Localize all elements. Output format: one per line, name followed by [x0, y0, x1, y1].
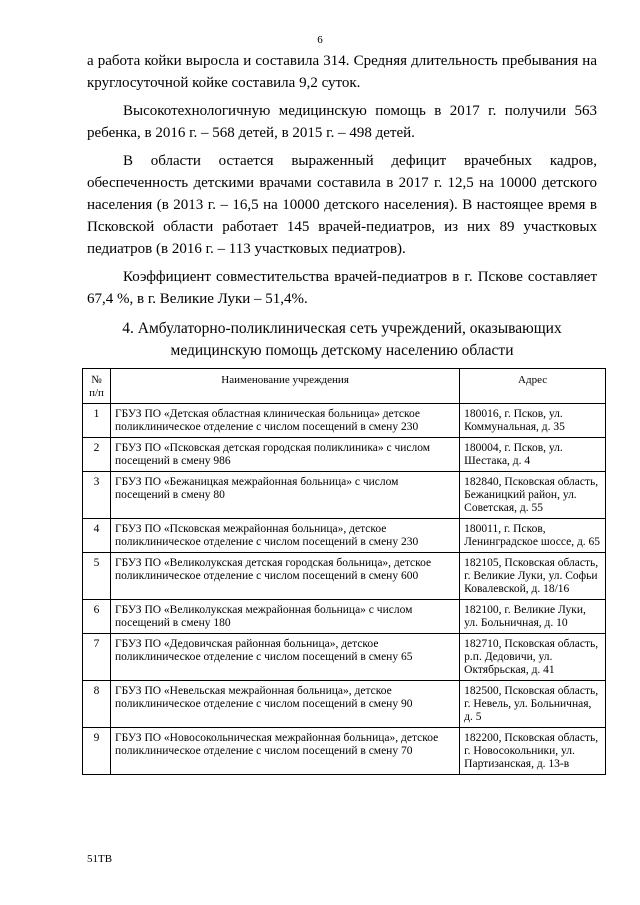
row-number: 8 — [83, 681, 111, 728]
paragraph-4: Коэффициент совместительства врачей-педиатров в г. Пскове составляет 67,4 %, в г. Великие Луки – 51,4%. — [87, 269, 597, 307]
table-row — [83, 634, 606, 681]
body-text — [87, 50, 597, 316]
institutions-table — [82, 368, 606, 775]
header-name: Наименование учреждения — [110, 369, 459, 404]
institution-address: 180004, г. Псков, ул. Шестака, д. 4 — [460, 438, 606, 472]
paragraph-3: В области остается выраженный дефицит врачебных кадров, обеспеченность детскими врачами составила в 2017 г. 12,5 на 10000 детского населения (в 2013 г. – 16,5 на 10000 детского населения). В настоящее время в Псковской области работает 145 врачей-педиатров, из них 89 участковых педиатров (в 2016 г. – 113 участковых педиатров). — [87, 153, 597, 257]
institution-address: 182100, г. Великие Луки, ул. Больничная, д. 10 — [460, 600, 606, 634]
header-num — [83, 369, 111, 404]
table-row — [83, 404, 606, 438]
institution-address: 180016, г. Псков, ул. Коммунальная, д. 35 — [460, 404, 606, 438]
institution-name: ГБУЗ ПО «Великолукская детская городская больница», детское поликлиническое отделение с числом посещений в смену 600 — [110, 553, 459, 600]
header-num-line-1: № — [91, 374, 102, 386]
institution-name: ГБУЗ ПО «Псковская детская городская поликлиника» с числом посещений в смену 986 — [110, 438, 459, 472]
section-title-line-2: медицинскую помощь детскому населению области — [170, 342, 514, 359]
row-number: 2 — [83, 438, 111, 472]
table-row — [83, 553, 606, 600]
table-row — [83, 472, 606, 519]
institution-name: ГБУЗ ПО «Бежаницкая межрайонная больница» с числом посещений в смену 80 — [110, 472, 459, 519]
footer-code: 51ТВ — [87, 853, 113, 865]
institution-address: 182105, Псковская область, г. Великие Луки, ул. Софьи Ковалевской, д. 18/16 — [460, 553, 606, 600]
table-row — [83, 728, 606, 775]
institution-name: ГБУЗ ПО «Дедовичская районная больница», детское поликлиническое отделение с числом посещений в смену 65 — [110, 634, 459, 681]
row-number: 9 — [83, 728, 111, 775]
institution-name: ГБУЗ ПО «Детская областная клиническая больница» детское поликлиническое отделение с числом посещений в смену 230 — [110, 404, 459, 438]
institution-address: 182710, Псковская область, р.п. Дедовичи, ул. Октябрьская, д. 41 — [460, 634, 606, 681]
institution-name: ГБУЗ ПО «Великолукская межрайонная больница» с числом посещений в смену 180 — [110, 600, 459, 634]
institution-address: 182200, Псковская область, г. Новосокольники, ул. Партизанская, д. 13-в — [460, 728, 606, 775]
table-row — [83, 438, 606, 472]
table-row — [83, 519, 606, 553]
row-number: 1 — [83, 404, 111, 438]
row-number: 4 — [83, 519, 111, 553]
section-title-line-1: 4. Амбулаторно-поликлиническая сеть учреждений, оказывающих — [122, 320, 562, 337]
row-number: 3 — [83, 472, 111, 519]
paragraph-2: Высокотехнологичную медицинскую помощь в 2017 г. получили 563 ребенка, в 2016 г. – 568 детей, в 2015 г. – 498 детей. — [87, 103, 597, 141]
table-row — [83, 600, 606, 634]
row-number: 7 — [83, 634, 111, 681]
page-number: 6 — [317, 34, 323, 46]
header-address: Адрес — [460, 369, 606, 404]
table-header-row — [83, 369, 606, 404]
table-row — [83, 681, 606, 728]
institution-name: ГБУЗ ПО «Невельская межрайонная больница», детское поликлиническое отделение с числом посещений в смену 90 — [110, 681, 459, 728]
paragraph-1: а работа койки выросла и составила 314. Средняя длительность пребывания на круглосуточной койке составила 9,2 суток. — [87, 53, 597, 91]
institution-name: ГБУЗ ПО «Псковская межрайонная больница», детское поликлиническое отделение с числом посещений в смену 230 — [110, 519, 459, 553]
institution-address: 182840, Псковская область, Бежаницкий район, ул. Советская, д. 55 — [460, 472, 606, 519]
institution-address: 182500, Псковская область, г. Невель, ул. Больничная, д. 5 — [460, 681, 606, 728]
institution-name: ГБУЗ ПО «Новосокольническая межрайонная больница», детское поликлиническое отделение с числом посещений в смену 70 — [110, 728, 459, 775]
row-number: 5 — [83, 553, 111, 600]
institution-address: 180011, г. Псков, Ленинградское шоссе, д. 65 — [460, 519, 606, 553]
header-num-line-2: п/п — [89, 387, 104, 399]
row-number: 6 — [83, 600, 111, 634]
section-title — [87, 318, 597, 362]
